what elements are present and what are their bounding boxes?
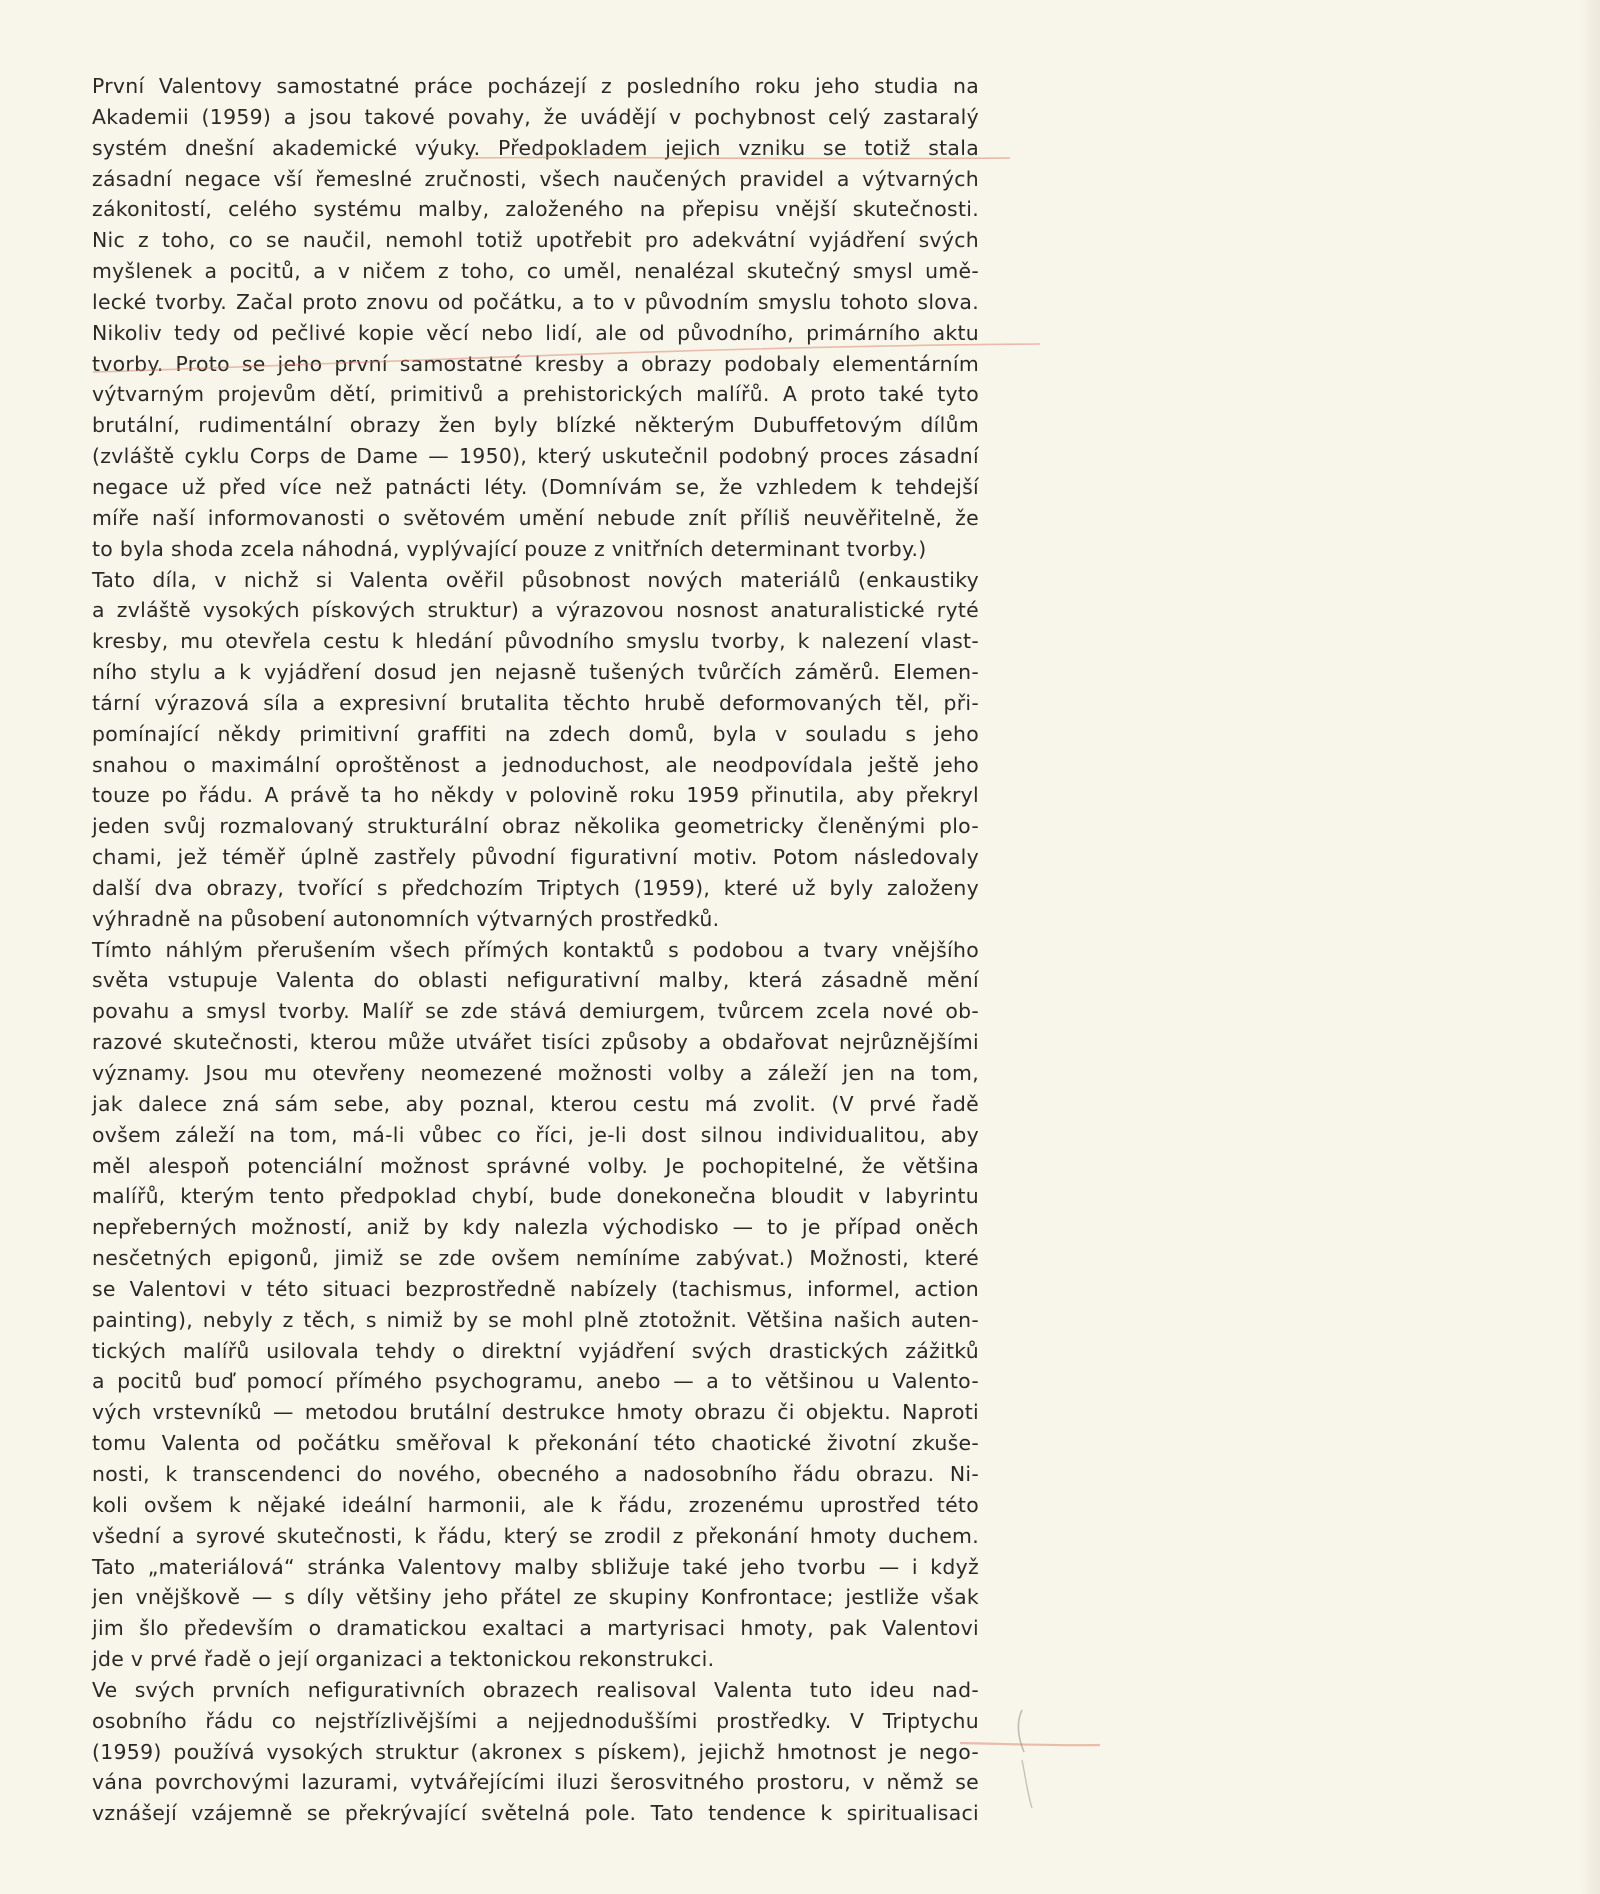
text-line: ovšem záleží na tom, má-li vůbec co říci, je-li dost silnou individualitou, aby: [92, 1122, 979, 1147]
text-line: pomínající někdy primitivní graffiti na zdech domů, byla v souladu s jeho: [92, 721, 979, 746]
text-line: všední a syrové skutečnosti, k řádu, který se zrodil z překonání hmoty duchem.: [92, 1523, 979, 1548]
text-line: vána povrchovými lazurami, vytvářejícími iluzi šerosvitného prostoru, v němž se: [92, 1770, 979, 1795]
text-line: myšlenek a pocitů, a v ničem z toho, co uměl, nenalézal skutečný smysl umě-: [92, 259, 979, 284]
pencil-underline-mark: [960, 1743, 1100, 1745]
text-line: jeden svůj rozmalovaný strukturální obraz několika geometricky členěnými plo-: [92, 814, 979, 839]
text-line: výtvarným projevům dětí, primitivů a prehistorických malířů. A proto také tyto: [92, 382, 979, 407]
text-line: světa vstupuje Valenta do oblasti nefigurativní malby, která zásadně mění: [92, 968, 979, 993]
text-line: tických malířů usilovala tehdy o direktní vyjádření svých drastických zážitků: [92, 1338, 979, 1363]
text-line: Nikoliv tedy od pečlivé kopie věcí nebo lidí, ale od původního, primárního aktu: [92, 320, 979, 345]
text-line: razové skutečnosti, kterou může utvářet tisíci způsoby a obdařovat nejrůznějšími: [92, 1030, 979, 1055]
text-line: tární výrazová síla a expresivní brutalita těchto hrubě deformovaných těl, při-: [92, 690, 979, 715]
text-line: jen vnějškově — s díly většiny jeho přátel ze skupiny Konfrontace; jestliže však: [92, 1585, 979, 1610]
text-line: koli ovšem k nějaké ideální harmonii, ale k řádu, zrozenému uprostřed této: [92, 1492, 979, 1517]
text-line: brutální, rudimentální obrazy žen byly blízké některým Dubuffetovým dílům: [92, 413, 979, 438]
text-line: vznášejí vzájemně se překrývající světelná pole. Tato tendence k spiritualisaci: [92, 1801, 979, 1826]
page-edge-shadow: [1580, 0, 1600, 1894]
text-line: První Valentovy samostatné práce pocházejí z posledního roku jeho studia na: [92, 74, 979, 98]
text-line: zásadní negace vší řemeslné zručnosti, všech naučených pravidel a výtvarných: [92, 166, 979, 191]
text-line: snahou o maximální oproštěnost a jednoduchost, ale neodpovídala ještě jeho: [92, 752, 979, 777]
text-line: a pocitů buď pomocí přímého psychogramu, anebo — a to většinou u Valento-: [92, 1369, 979, 1394]
text-line: povahu a smysl tvorby. Malíř se zde stává demiurgem, tvůrcem zcela nové ob-: [92, 999, 979, 1024]
text-line: negace už před více než patnácti léty. (Domnívám se, že vzhledem k tehdejší: [92, 474, 979, 499]
text-line: systém dnešní akademické výuky. Předpokladem jejich vzniku se totiž stala: [92, 135, 979, 160]
text-line: kresby, mu otevřela cestu k hledání původního smyslu tvorby, k nalezení vlast-: [92, 629, 979, 654]
text-line: (1959) používá vysokých struktur (akronex s pískem), jejichž hmotnost je nego-: [92, 1739, 979, 1764]
text-line: Ve svých prvních nefigurativních obrazech realisoval Valenta tuto ideu nad-: [92, 1677, 979, 1702]
text-line: měl alespoň potenciální možnost správné volby. Je pochopitelné, že většina: [92, 1153, 979, 1178]
text-line: tvorby. Proto se jeho první samostatné kresby a obrazy podobaly elementárním: [92, 351, 979, 376]
text-line: vých vrstevníků — metodou brutální destrukce hmoty obrazu či objektu. Naproti: [92, 1400, 979, 1425]
text-line: jak dalece zná sám sebe, aby poznal, kterou cestu má zvolit. (V prvé řadě: [92, 1091, 979, 1116]
text-line: touze po řádu. A právě ta ho někdy v polovině roku 1959 přinutila, aby překryl: [92, 783, 979, 808]
text-line: nesčetných epigonů, jimiž se zde ovšem nemíníme zabývat.) Možnosti, které: [92, 1246, 979, 1271]
text-line: chami, jež téměř úplně zastřely původní figurativní motiv. Potom následovaly: [92, 845, 979, 870]
text-line: osobního řádu co nejstřízlivějšími a nejjednoduššími prostředky. V Triptychu: [92, 1708, 979, 1733]
text-line: výhradně na působení autonomních výtvarných prostředků.: [92, 906, 720, 931]
body-text: [92, 71, 979, 1829]
text-line: Nic z toho, co se naučil, nemohl totiž upotřebit pro adekvátní vyjádření svých: [92, 228, 979, 253]
text-line: malířů, kterým tento předpoklad chybí, bude donekonečna bloudit v labyrintu: [92, 1184, 979, 1209]
text-line: další dva obrazy, tvořící s předchozím Triptych (1959), které už byly založeny: [92, 875, 979, 900]
pencil-margin-mark: [1018, 1710, 1024, 1752]
text-line: jim šlo především o dramatickou exaltaci a martyrisaci hmoty, pak Valentovi: [92, 1616, 979, 1641]
text-line: Tato díla, v nichž si Valenta ověřil působnost nových materiálů (enkaustiky: [92, 567, 979, 592]
text-line: a zvláště vysokých pískových struktur) a výrazovou nosnost anaturalistické ryté: [92, 598, 979, 623]
text-line: lecké tvorby. Začal proto znovu od počátku, a to v původním smyslu tohoto slova.: [92, 289, 979, 314]
text-line: tomu Valenta od počátku směřoval k překonání této chaotické životní zkuše-: [92, 1431, 979, 1456]
text-line: zákonitostí, celého systému malby, založeného na přepisu vnější skutečnosti.: [92, 197, 979, 222]
pencil-margin-mark: [1022, 1760, 1032, 1808]
text-line: painting), nebyly z těch, s nimiž by se mohl plně ztotožnit. Většina našich auten-: [92, 1307, 979, 1332]
text-line: (zvláště cyklu Corps de Dame — 1950), který uskutečnil podobný proces zásadní: [92, 444, 979, 469]
text-line: Tímto náhlým přerušením všech přímých kontaktů s podobou a tvary vnějšího: [92, 937, 979, 962]
text-line: nepřeberných možností, aniž by kdy nalezla východisko — to je případ oněch: [92, 1215, 979, 1240]
text-line: nosti, k transcendenci do nového, obecného a nadosobního řádu obrazu. Ni-: [92, 1461, 979, 1486]
text-line: významy. Jsou mu otevřeny neomezené možnosti volby a záleží jen na tom,: [92, 1061, 979, 1085]
text-line: jde v prvé řadě o její organizaci a tektonickou rekonstrukci.: [92, 1647, 715, 1672]
text-line: Akademii (1959) a jsou takové povahy, že uvádějí v pochybnost celý zastaralý: [92, 104, 979, 129]
text-line: míře naší informovanosti o světovém umění nebude znít příliš neuvěřitelně, že: [92, 505, 979, 530]
text-line: se Valentovi v této situaci bezprostředně nabízely (tachismus, informel, action: [92, 1276, 979, 1301]
text-line: to byla shoda zcela náhodná, vyplývající pouze z vnitřních determinant tvorby.): [92, 536, 927, 561]
text-line: Tato „materiálová“ stránka Valentovy malby sbližuje také jeho tvorbu — i když: [92, 1554, 979, 1579]
text-line: ního stylu a k vyjádření dosud jen nejasně tušených tvůrčích záměrů. Elemen-: [92, 660, 979, 685]
